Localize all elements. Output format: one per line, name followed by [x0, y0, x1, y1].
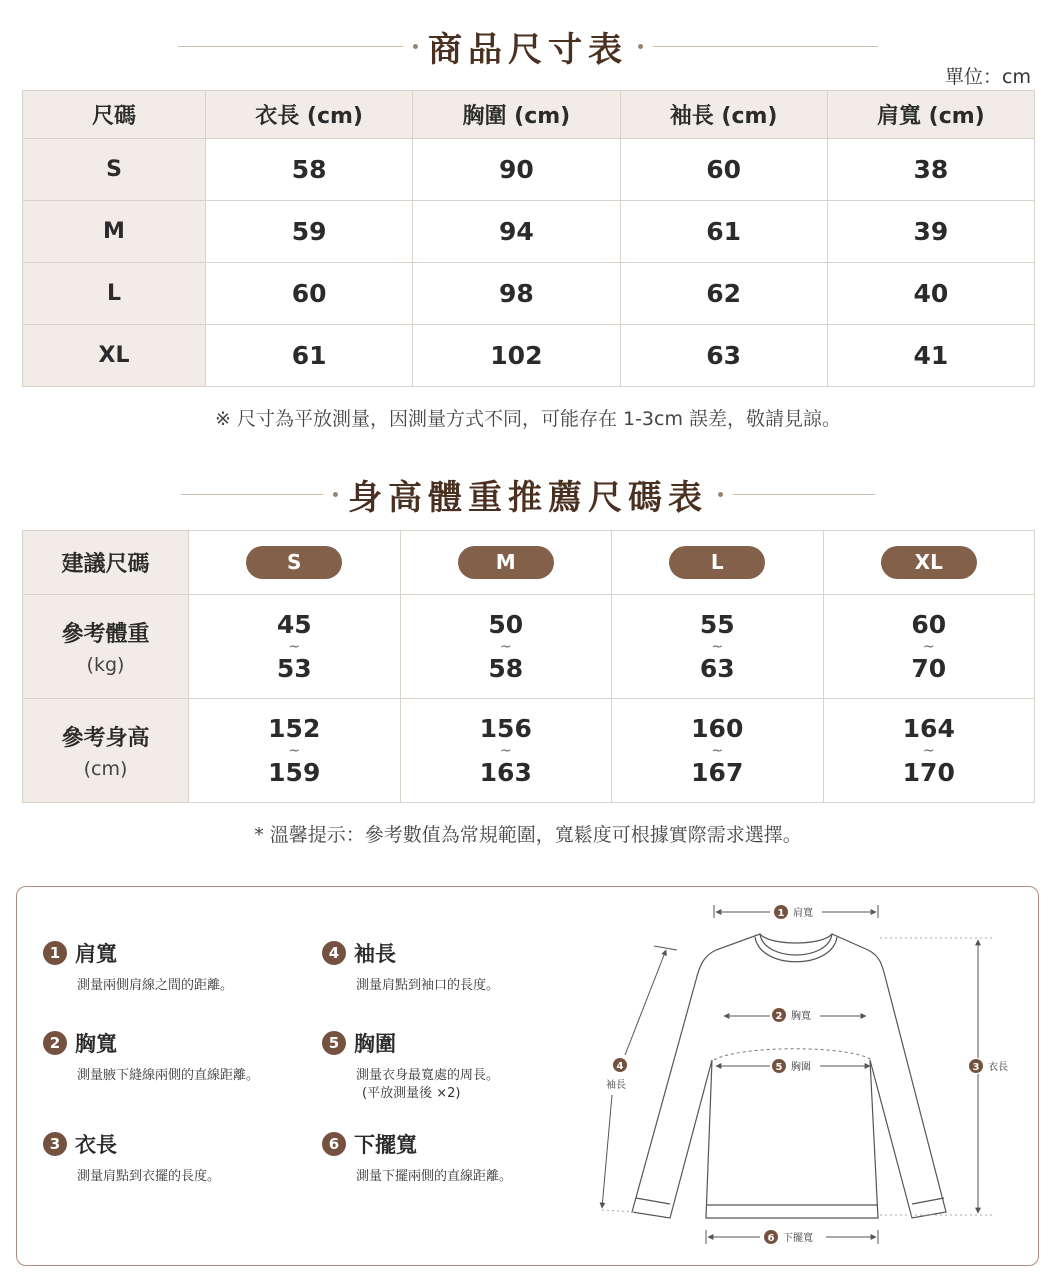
diagram-label: 衣長 — [988, 1062, 1008, 1073]
weight-row-label — [23, 595, 189, 699]
range-min: 50 — [488, 609, 524, 639]
title-dot — [638, 44, 643, 49]
title-divider-left — [178, 46, 403, 47]
guide-item-desc: 測量肩點到袖口的長度。 — [356, 978, 500, 993]
guide-item-desc: 測量衣身最寬處的周長。 — [356, 1068, 500, 1083]
range-separator: ~ — [711, 742, 724, 759]
range-separator: ~ — [711, 638, 724, 655]
number-badge: 1 — [43, 941, 67, 965]
chest-width-measure — [724, 1008, 866, 1022]
guide-item-title: 衣長 — [75, 1133, 117, 1157]
header-cell: 尺碼 — [23, 91, 206, 139]
range-max: 163 — [479, 757, 532, 787]
table-row — [23, 325, 1035, 387]
size-chart-title-row — [0, 22, 1056, 71]
number-badge: 4 — [322, 941, 346, 965]
weight-range — [823, 595, 1035, 699]
guide-item-title: 下擺寬 — [354, 1133, 417, 1157]
height-range — [189, 699, 401, 803]
number-badge: 5 — [322, 1031, 346, 1055]
size-pill-cell — [400, 531, 612, 595]
size-row-label: 建議尺碼 — [23, 531, 189, 595]
size-pill-xl: XL — [881, 546, 977, 579]
guide-item-chest-width — [43, 1028, 259, 1085]
range-separator: ~ — [922, 638, 935, 655]
value-cell: 63 — [620, 325, 827, 387]
number-badge: 3 — [43, 1132, 67, 1156]
range-max: 170 — [902, 757, 955, 787]
weight-label: 參考體重 — [61, 622, 150, 647]
height-row — [23, 699, 1035, 803]
value-cell: 40 — [827, 263, 1034, 325]
size-pill-cell — [189, 531, 401, 595]
header-cell: 袖長 (cm) — [620, 91, 827, 139]
size-table-header — [23, 91, 1035, 139]
title-divider-left — [181, 494, 323, 495]
range-max: 63 — [699, 653, 735, 683]
number-badge: 6 — [322, 1132, 346, 1156]
weight-row — [23, 595, 1035, 699]
range-min: 60 — [911, 609, 947, 639]
size-cell: S — [23, 139, 206, 201]
size-table — [22, 90, 1035, 387]
value-cell: 60 — [620, 139, 827, 201]
guide-item-desc: 測量肩點到衣擺的長度。 — [77, 1169, 221, 1184]
size-pill-s: S — [246, 546, 342, 579]
range-max: 159 — [268, 757, 321, 787]
diagram-num: 3 — [972, 1062, 980, 1073]
recommend-chart-title: 身高體重推薦尺碼表 — [348, 478, 708, 518]
range-separator: ~ — [499, 742, 512, 759]
range-min: 55 — [699, 609, 735, 639]
size-cell: M — [23, 201, 206, 263]
value-cell: 94 — [413, 201, 620, 263]
height-range — [400, 699, 612, 803]
diagram-num: 1 — [777, 908, 785, 919]
guide-item-desc: 測量兩側肩線之間的距離。 — [77, 978, 234, 993]
weight-range — [400, 595, 612, 699]
height-label: 參考身高 — [61, 726, 150, 751]
range-min: 160 — [691, 713, 744, 743]
recommend-chart-title-row — [0, 470, 1056, 519]
title-dot — [718, 492, 723, 497]
guide-item-shoulder — [43, 938, 233, 995]
range-max: 53 — [276, 653, 312, 683]
guide-item-desc: 測量腋下縫線兩側的直線距離。 — [77, 1068, 260, 1083]
size-cell: L — [23, 263, 206, 325]
range-max: 70 — [911, 653, 947, 683]
shoulder-measure — [714, 905, 878, 919]
height-range — [823, 699, 1035, 803]
size-pill-cell — [823, 531, 1035, 595]
height-unit: (cm) — [83, 758, 128, 780]
sleeve-measure — [602, 946, 677, 1212]
weight-unit: (kg) — [86, 654, 125, 676]
diagram-label: 袖長 — [606, 1080, 626, 1091]
unit-label: 單位：cm — [945, 66, 1031, 88]
title-divider-right — [653, 46, 878, 47]
title-dot — [413, 44, 418, 49]
value-cell: 38 — [827, 139, 1034, 201]
sweater-outline-icon — [632, 934, 946, 1218]
diagram-num: 5 — [775, 1062, 783, 1073]
range-separator: ~ — [922, 742, 935, 759]
value-cell: 61 — [620, 201, 827, 263]
guide-item-title: 肩寬 — [75, 942, 117, 966]
diagram-num: 6 — [767, 1233, 775, 1244]
table-row — [23, 263, 1035, 325]
diagram-num: 4 — [616, 1061, 624, 1072]
value-cell: 102 — [413, 325, 620, 387]
garment-diagram — [590, 895, 1030, 1255]
table-row — [23, 201, 1035, 263]
guide-item-length — [43, 1129, 220, 1186]
range-min: 152 — [268, 713, 321, 743]
value-cell: 39 — [827, 201, 1034, 263]
size-pill-m: M — [458, 546, 554, 579]
guide-item-title: 袖長 — [354, 942, 396, 966]
guide-item-chest — [322, 1028, 499, 1103]
title-divider-right — [733, 494, 875, 495]
range-min: 156 — [479, 713, 532, 743]
size-pill-cell — [612, 531, 824, 595]
range-max: 167 — [691, 757, 744, 787]
weight-range — [612, 595, 824, 699]
value-cell: 58 — [206, 139, 413, 201]
diagram-label: 胸寬 — [791, 1011, 811, 1022]
value-cell: 59 — [206, 201, 413, 263]
size-cell: XL — [23, 325, 206, 387]
guide-item-title: 胸寬 — [75, 1032, 117, 1056]
range-separator: ~ — [288, 742, 301, 759]
hem-measure — [706, 1230, 878, 1244]
value-cell: 90 — [413, 139, 620, 201]
value-cell: 41 — [827, 325, 1034, 387]
diagram-label: 下擺寬 — [783, 1233, 813, 1244]
recommend-table — [22, 530, 1035, 803]
value-cell: 98 — [413, 263, 620, 325]
diagram-label: 肩寬 — [793, 908, 813, 919]
guide-item-desc: 測量下擺兩側的直線距離。 — [356, 1169, 513, 1184]
header-cell: 胸圍 (cm) — [413, 91, 620, 139]
height-range — [612, 699, 824, 803]
range-min: 45 — [276, 609, 312, 639]
header-cell: 衣長 (cm) — [206, 91, 413, 139]
size-chart-note: ※ 尺寸為平放測量，因測量方式不同，可能存在 1-3cm 誤差，敬請見諒。 — [214, 408, 842, 430]
size-row — [23, 531, 1035, 595]
range-separator: ~ — [288, 638, 301, 655]
value-cell: 62 — [620, 263, 827, 325]
value-cell: 61 — [206, 325, 413, 387]
guide-item-hem — [322, 1129, 512, 1186]
range-max: 58 — [488, 653, 524, 683]
size-pill-l: L — [669, 546, 765, 579]
range-separator: ~ — [499, 638, 512, 655]
guide-item-title: 胸圍 — [354, 1032, 396, 1056]
height-row-label — [23, 699, 189, 803]
range-min: 164 — [902, 713, 955, 743]
weight-range — [189, 595, 401, 699]
diagram-label: 胸圍 — [791, 1062, 811, 1073]
guide-item-desc-note: (平放測量後 ×2) — [362, 1086, 461, 1101]
title-dot — [333, 492, 338, 497]
value-cell: 60 — [206, 263, 413, 325]
table-row — [23, 139, 1035, 201]
diagram-num: 2 — [775, 1011, 783, 1022]
length-measure — [880, 938, 1008, 1215]
size-chart-title: 商品尺寸表 — [428, 30, 628, 70]
number-badge: 2 — [43, 1031, 67, 1055]
guide-item-sleeve — [322, 938, 499, 995]
chest-measure — [714, 1049, 872, 1073]
header-cell: 肩寬 (cm) — [827, 91, 1034, 139]
recommend-chart-note: * 溫馨提示：參考數值為常規範圍，寬鬆度可根據實際需求選擇。 — [254, 824, 802, 846]
